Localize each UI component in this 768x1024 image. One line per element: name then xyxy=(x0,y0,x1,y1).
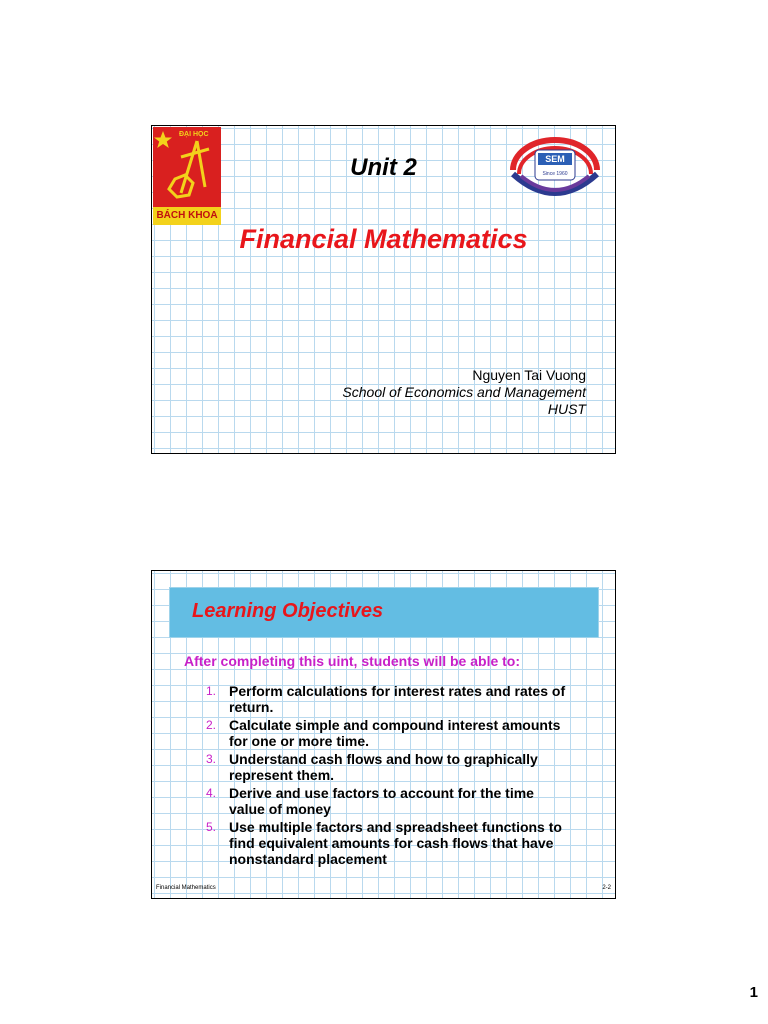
sem-badge-text: SEM xyxy=(545,154,565,164)
list-number: 4. xyxy=(206,786,217,800)
list-item xyxy=(202,751,572,783)
objectives-header xyxy=(169,587,599,638)
list-item xyxy=(202,785,572,817)
list-item xyxy=(202,717,572,749)
author-block xyxy=(342,367,586,418)
objectives-intro: After completing this uint, students will be able to: xyxy=(184,653,521,669)
slide-footer-number: 2-2 xyxy=(602,885,611,891)
objectives-slide xyxy=(151,570,616,899)
main-title: Financial Mathematics xyxy=(239,224,528,254)
unit-title: Unit 2 xyxy=(350,154,417,181)
list-text: Derive and use factors to account for the time value of money xyxy=(229,785,534,817)
list-number: 1. xyxy=(206,684,217,698)
school-name: School of Economics and Management xyxy=(342,384,586,400)
title-slide xyxy=(151,125,616,454)
slide-footer-title: Financial Mathematics xyxy=(156,885,216,891)
logo-top-text: ĐẠI HỌC xyxy=(179,131,209,138)
sem-since-text: Since 1960 xyxy=(542,171,568,177)
list-text: Calculate simple and compound interest amounts for one or more time. xyxy=(229,717,561,749)
list-text: Perform calculations for interest rates and rates of return. xyxy=(229,683,566,715)
list-text: Use multiple factors and spreadsheet functions to find equivalent amounts for cash flows that have nonstandard placement xyxy=(229,819,562,867)
author-name: Nguyen Tai Vuong xyxy=(472,367,586,383)
list-item xyxy=(202,683,572,715)
list-item xyxy=(202,819,572,867)
list-number: 3. xyxy=(206,752,217,766)
objectives-list xyxy=(202,683,572,869)
list-number: 5. xyxy=(206,820,217,834)
page-number: 1 xyxy=(749,984,758,1001)
institution-name: HUST xyxy=(547,401,586,417)
objectives-header-text: Learning Objectives xyxy=(192,600,384,622)
list-text: Understand cash flows and how to graphically represent them. xyxy=(229,751,538,783)
list-number: 2. xyxy=(206,718,217,732)
logo-bottom-text: BÁCH KHOA xyxy=(153,207,221,225)
